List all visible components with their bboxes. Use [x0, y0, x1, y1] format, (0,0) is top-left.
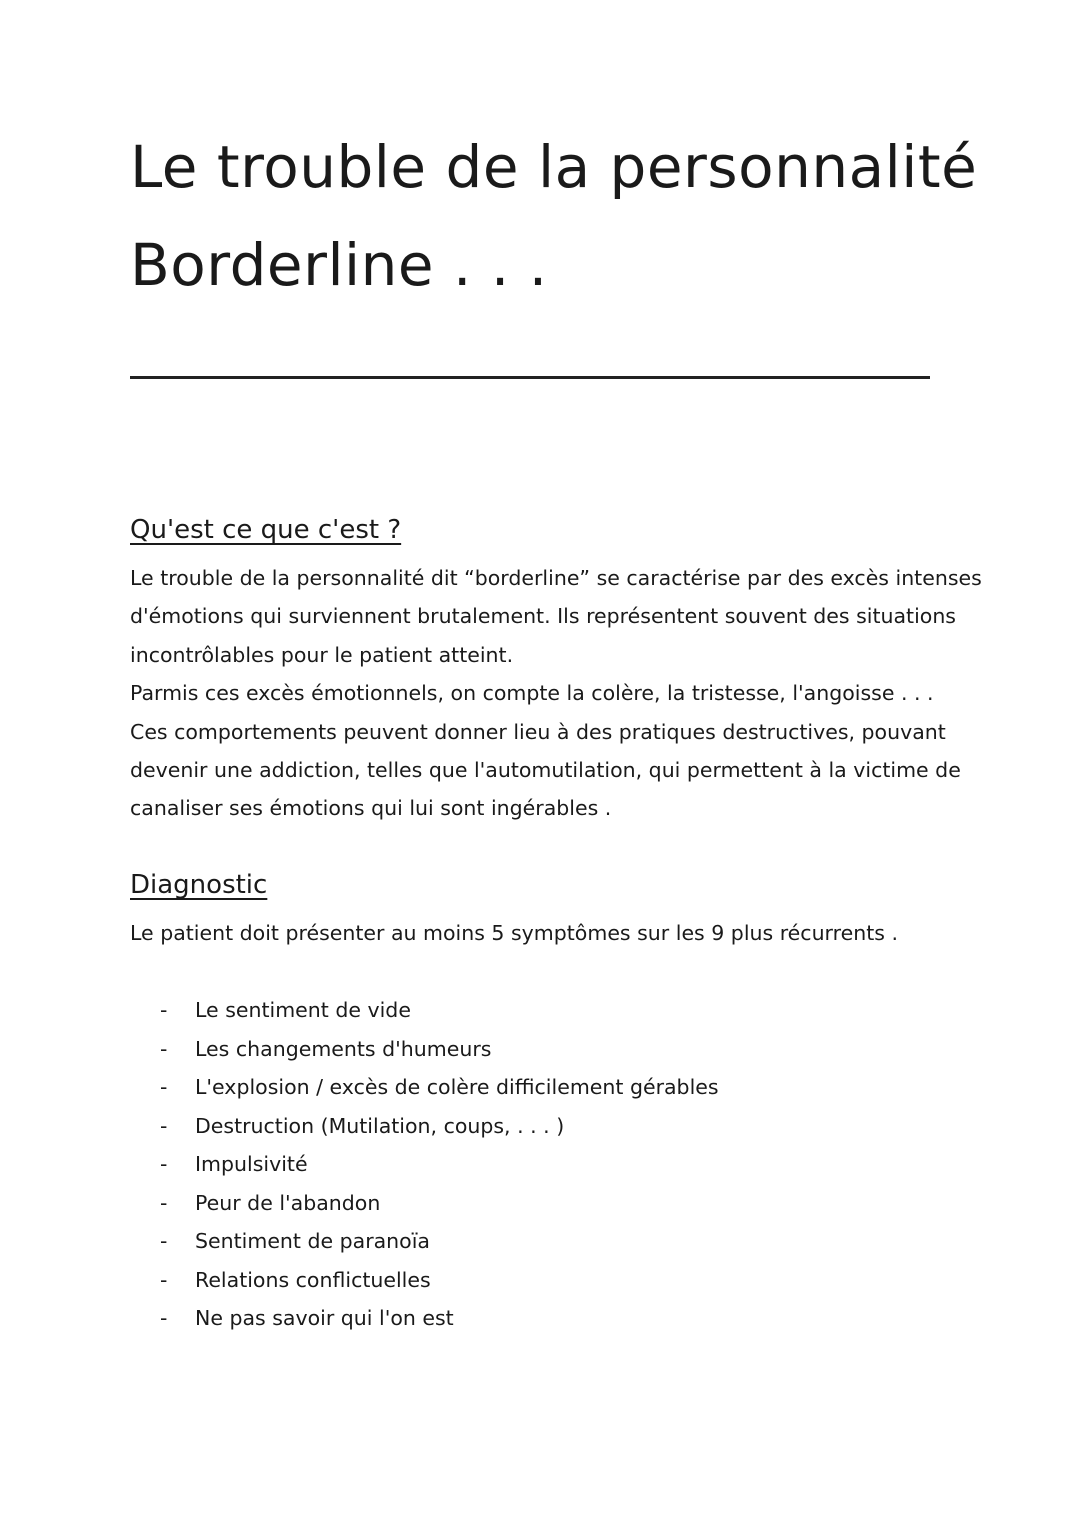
list-item — [160, 1222, 719, 1261]
paragraph-line: d'émotions qui surviennent brutalement. Ils représentent souvent des situations — [130, 604, 956, 629]
list-item-text: Ne pas savoir qui l'on est — [195, 1306, 454, 1330]
list-item-text: Impulsivité — [195, 1152, 308, 1176]
list-item — [160, 1184, 719, 1223]
list-item — [160, 1299, 719, 1338]
title-line-1: Le trouble de la personnalité — [130, 133, 978, 201]
list-item — [160, 1145, 719, 1184]
list-item-text: Destruction (Mutilation, coups, . . . ) — [195, 1113, 565, 1138]
dash-bullet: - — [160, 1267, 168, 1292]
list-item-text: Relations conflictuelles — [195, 1267, 431, 1292]
dash-bullet: - — [160, 1152, 168, 1176]
paragraph-line: Parmis ces excès émotionnels, on compte la colère, la tristesse, l'angoisse . . . — [130, 681, 934, 706]
paragraph-line: devenir une addiction, telles que l'automutilation, qui permettent à la victime de — [130, 758, 961, 783]
title-line-2: Borderline . . . — [130, 231, 548, 299]
section-heading-diagnostic: Diagnostic — [130, 870, 268, 900]
list-item — [160, 991, 719, 1030]
dash-bullet: - — [160, 1036, 168, 1061]
paragraph-line: incontrôlables pour le patient atteint. — [130, 642, 514, 667]
list-item-text: L'explosion / excès de colère difficilement gérables — [195, 1075, 719, 1099]
list-item — [160, 1068, 719, 1107]
dash-bullet: - — [160, 998, 168, 1022]
paragraph-line: Le patient doit présenter au moins 5 symptômes sur les 9 plus récurrents . — [130, 921, 898, 945]
list-item-text: Peur de l'abandon — [195, 1190, 381, 1215]
list-item-text: Les changements d'humeurs — [195, 1036, 492, 1061]
list-item — [160, 1030, 719, 1069]
list-item-text: Le sentiment de vide — [195, 998, 411, 1022]
title-underline-divider — [130, 376, 930, 379]
section-heading-definition: Qu'est ce que c'est ? — [130, 515, 402, 545]
paragraph-line: Le trouble de la personnalité dit “borderline” se caractérise par des excès intenses — [130, 566, 982, 590]
diagnostic-paragraph — [130, 914, 960, 952]
dash-bullet: - — [160, 1229, 168, 1253]
list-item — [160, 1107, 719, 1146]
dash-bullet: - — [160, 1113, 168, 1138]
symptom-list — [160, 991, 719, 1338]
definition-paragraph — [130, 559, 982, 828]
paragraph-line: Ces comportements peuvent donner lieu à des pratiques destructives, pouvant — [130, 719, 946, 744]
list-item-text: Sentiment de paranoïa — [195, 1229, 430, 1253]
dash-bullet: - — [160, 1075, 168, 1099]
list-item — [160, 1261, 719, 1300]
dash-bullet: - — [160, 1306, 168, 1330]
dash-bullet: - — [160, 1190, 168, 1215]
paragraph-line: canaliser ses émotions qui lui sont ingérables . — [130, 796, 612, 821]
